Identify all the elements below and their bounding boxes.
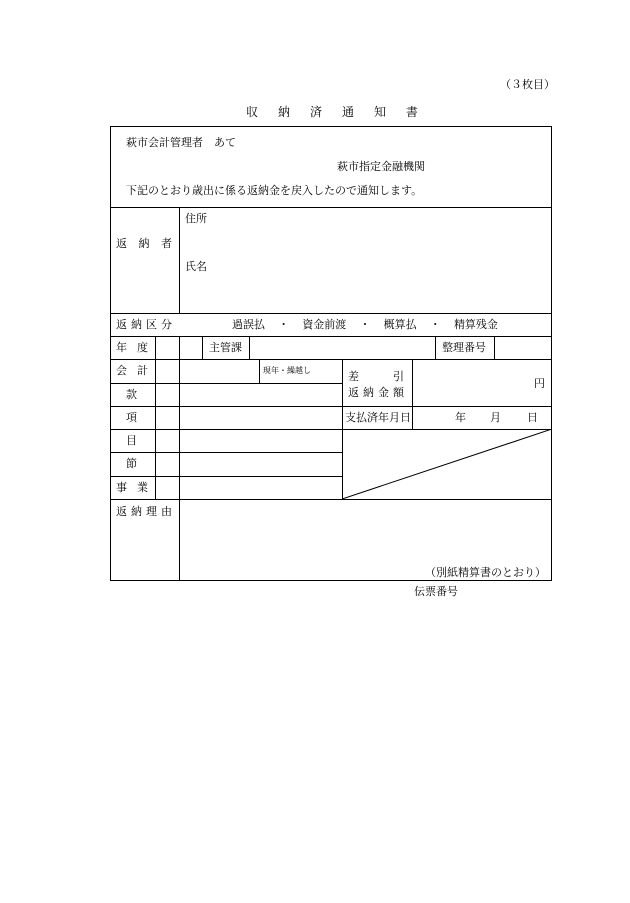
setsu-label: 節 bbox=[126, 457, 137, 470]
return-reason-note: （別紙精算書のとおり） bbox=[425, 566, 546, 579]
divider bbox=[249, 336, 250, 360]
divider bbox=[110, 452, 342, 453]
kan-label: 款 bbox=[126, 388, 137, 401]
divider bbox=[412, 359, 413, 430]
divider bbox=[179, 336, 180, 581]
divider bbox=[110, 313, 552, 314]
divider bbox=[110, 476, 342, 477]
net-return-label-line2: 返 納 金 額 bbox=[348, 386, 404, 399]
diagonal-strike bbox=[342, 429, 552, 500]
divider bbox=[155, 336, 156, 500]
kou-label: 項 bbox=[126, 411, 137, 424]
divider bbox=[110, 336, 552, 337]
main-section-label: 主管課 bbox=[209, 341, 242, 354]
divider bbox=[110, 207, 552, 208]
return-category-options: 過誤払 ・ 資金前渡 ・ 概算払 ・ 精算残金 bbox=[232, 318, 498, 331]
divider bbox=[110, 359, 552, 360]
name-label: 氏名 bbox=[185, 260, 207, 273]
date-month: 月 bbox=[490, 411, 501, 424]
address-label: 住所 bbox=[185, 212, 207, 225]
net-return-label-line1: 差 引 bbox=[348, 370, 404, 383]
sender-bank: 萩市指定金融機関 bbox=[337, 160, 425, 173]
project-label: 事 業 bbox=[116, 481, 148, 494]
page-label: （３枚目） bbox=[500, 78, 555, 91]
date-day: 日 bbox=[527, 411, 538, 424]
divider bbox=[259, 359, 260, 383]
returner-label: 返 納 者 bbox=[116, 237, 172, 250]
date-year: 年 bbox=[455, 411, 466, 424]
payment-date-label: 支払済年月日 bbox=[345, 411, 411, 424]
yen-unit: 円 bbox=[534, 377, 545, 390]
divider bbox=[202, 336, 203, 360]
notice-message: 下記のとおり歳出に係る返納金を戻入したので通知します。 bbox=[126, 184, 423, 197]
divider bbox=[435, 336, 436, 360]
addressee: 萩市会計管理者 あて bbox=[126, 136, 236, 149]
divider bbox=[110, 406, 552, 407]
divider bbox=[494, 336, 495, 360]
fiscal-year-label: 年 度 bbox=[116, 341, 148, 354]
divider bbox=[110, 383, 342, 384]
return-category-label: 返 納 区 分 bbox=[116, 318, 172, 331]
reference-number-label: 整理番号 bbox=[442, 341, 486, 354]
account-label: 会 計 bbox=[116, 364, 148, 377]
divider bbox=[179, 207, 180, 314]
slip-number-label: 伝票番号 bbox=[414, 585, 458, 598]
moku-label: 目 bbox=[126, 434, 137, 447]
year-type-label: 現年・繰越し bbox=[263, 366, 311, 375]
return-reason-label: 返 納 理 由 bbox=[116, 505, 172, 518]
document-title: 収 納 済 通 知 書 bbox=[246, 105, 418, 119]
